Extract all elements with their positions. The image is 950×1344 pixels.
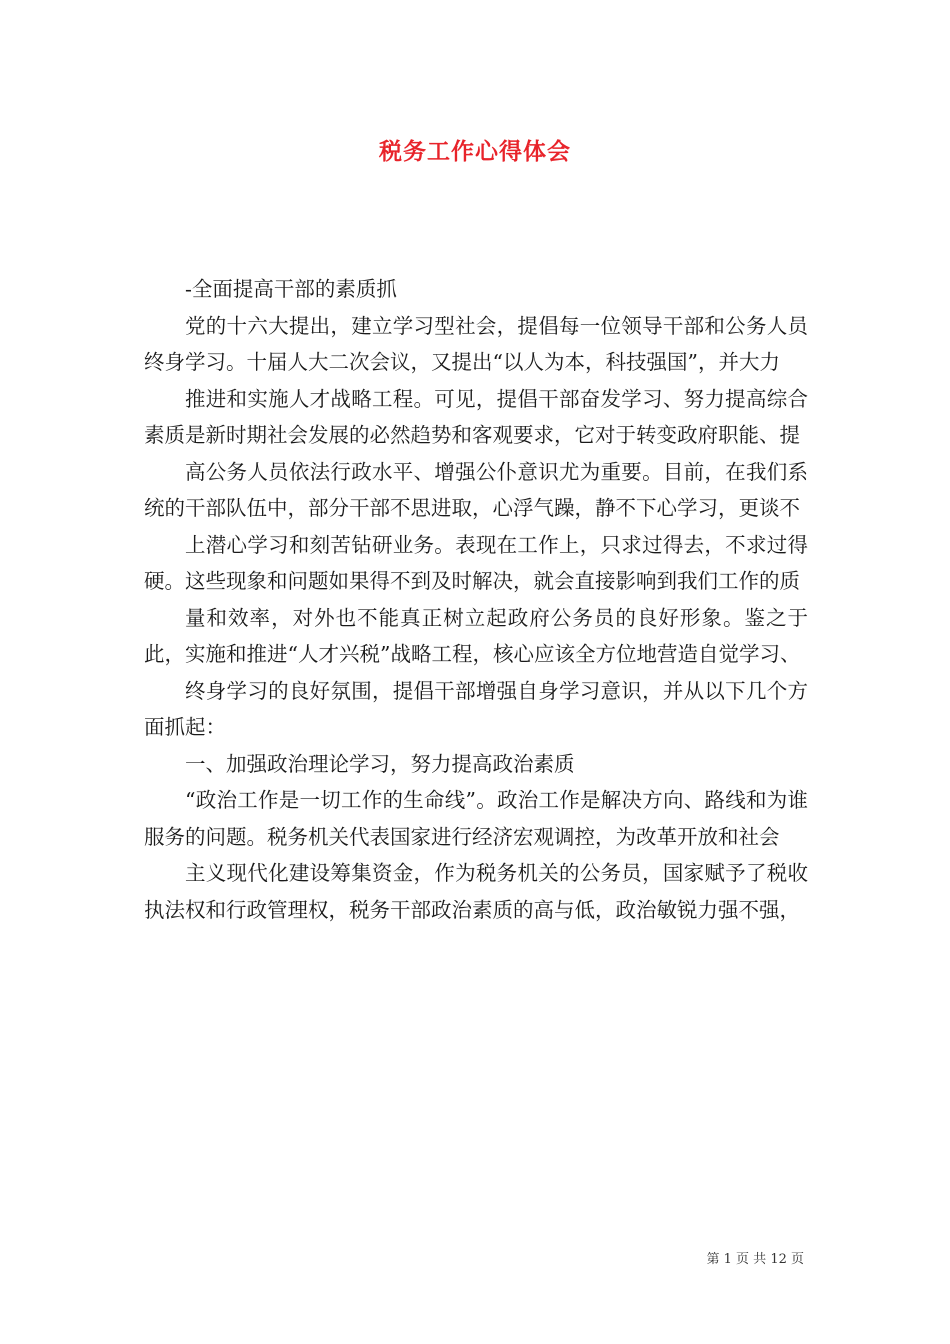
paragraph: 推进和实施人才战略工程。可见，提倡干部奋发学习、努力提高综合素质是新时期社会发展的必然趋势和客观要求，它对于转变政府职能、提 xyxy=(144,386,808,447)
paragraph: 量和效率，对外也不能真正树立起政府公务员的良好形象。鉴之于此，实施和推进“人才兴税”战略工程，核心应该全方位地营造自觉学习、 xyxy=(144,605,808,666)
paragraph: “政治工作是一切工作的生命线”。政治工作是解决方向、路线和为谁服务的问题。税务机关代表国家进行经济宏观调控，为改革开放和社会 xyxy=(144,788,808,849)
paragraph: 上潜心学习和刻苦钻研业务。表现在工作上，只求过得去，不求过得硬。这些现象和问题如果得不到及时解决，就会直接影响到我们工作的质 xyxy=(144,532,808,593)
document-title: 税务工作心得体会 xyxy=(379,138,571,165)
paragraph: 高公务人员依法行政水平、增强公仆意识尤为重要。目前，在我们系统的干部队伍中，部分干部不思进取，心浮气躁，静不下心学习，更谈不 xyxy=(144,459,808,520)
page-number-footer: 第 1 页 共 12 页 xyxy=(706,1252,804,1267)
document-body xyxy=(144,271,808,928)
paragraph: 主义现代化建设筹集资金，作为税务机关的公务员，国家赋予了税收执法权和行政管理权，税务干部政治素质的高与低，政治敏锐力强不强， xyxy=(144,861,808,922)
paragraph: -全面提高干部的素质抓 xyxy=(185,277,397,301)
paragraph: 终身学习的良好氛围，提倡干部增强自身学习意识，并从以下几个方面抓起： xyxy=(144,678,808,739)
section-heading: 一、加强政治理论学习，努力提高政治素质 xyxy=(185,751,575,776)
paragraph: 党的十六大提出，建立学习型社会，提倡每一位领导干部和公务人员终身学习。十届人大二次会议，又提出“以人为本，科技强国”，并大力 xyxy=(144,313,808,374)
